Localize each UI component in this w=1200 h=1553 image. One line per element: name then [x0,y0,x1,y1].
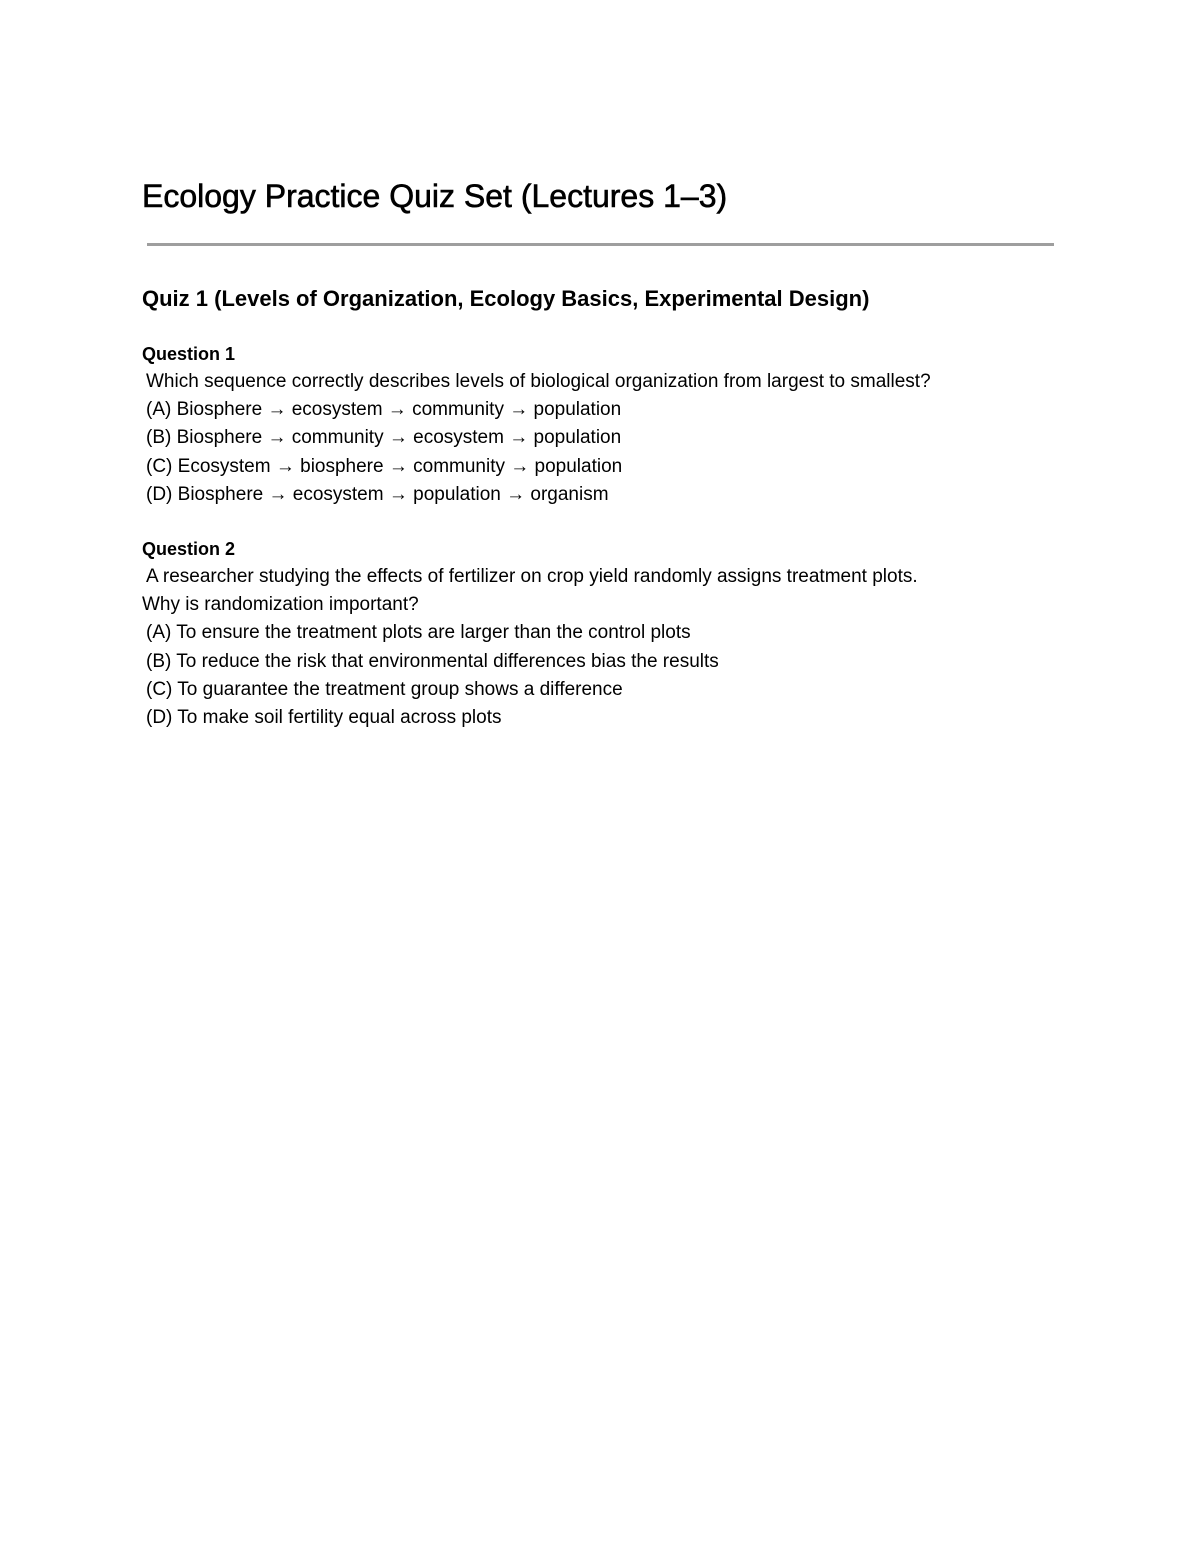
answer-option-d: (D) Biosphere → ecosystem → population → organism [146,483,609,505]
question-prompt-continued: Why is randomization important? [142,594,419,616]
answer-option-c: (C) Ecosystem → biosphere → community → population [146,455,623,477]
horizontal-divider [147,243,1054,246]
question-1 [142,340,1057,509]
answer-option-b: (B) Biosphere → community → ecosystem → population [146,427,622,449]
answer-option-b: (B) To reduce the risk that environmental differences bias the results [146,650,719,672]
answer-option-c: (C) To guarantee the treatment group shows a difference [146,678,623,700]
question-label: Question 1 [142,344,236,364]
quiz-heading: Quiz 1 (Levels of Organization, Ecology Basics, Experimental Design) [142,286,870,311]
question-label: Question 2 [142,539,236,559]
answer-option-a: (A) To ensure the treatment plots are larger than the control plots [146,622,691,644]
answer-option-a: (A) Biosphere → ecosystem → community → population [146,399,622,421]
question-prompt: A researcher studying the effects of fertilizer on crop yield randomly assigns treatment plots. [146,566,918,587]
question-2 [142,535,1057,732]
document-title: Ecology Practice Quiz Set (Lectures 1–3) [142,178,728,214]
answer-option-d: (D) To make soil fertility equal across plots [146,707,502,729]
question-prompt: Which sequence correctly describes levels of biological organization from largest to smallest? [146,371,931,392]
